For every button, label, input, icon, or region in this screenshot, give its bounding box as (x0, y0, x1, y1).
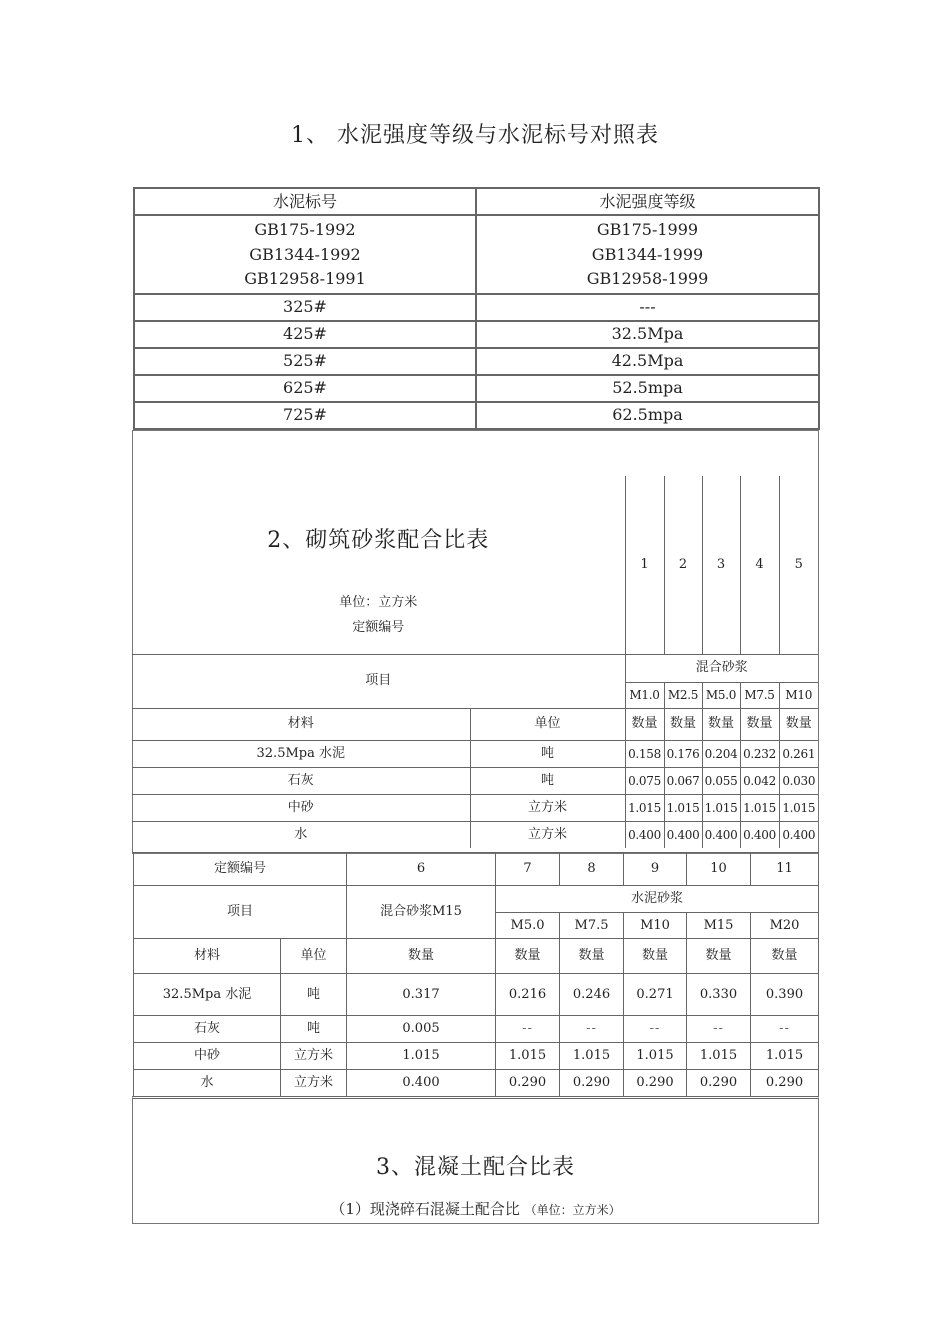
table-cell: 52.5mpa (476, 375, 819, 402)
value-cell: 0.055 (702, 767, 740, 794)
mortar-table-2 (133, 852, 819, 1097)
table-row (134, 1016, 819, 1043)
standards-right: GB175-1999 GB1344-1999 GB12958-1999 (476, 215, 819, 294)
table-row (132, 740, 818, 767)
value-cell: 0.030 (779, 767, 818, 794)
table-cell: 625# (134, 375, 476, 402)
section3-unit: （单位：立方米） (524, 1203, 621, 1217)
col-qty: 数量 (625, 708, 664, 740)
grade: M10 (624, 913, 687, 939)
value-cell: 0.042 (740, 767, 779, 794)
value-cell: 0.067 (664, 767, 702, 794)
unit-cell: 吨 (470, 767, 625, 794)
col-qty: 数量 (740, 708, 779, 740)
value-cell: 0.400 (625, 821, 664, 848)
table-cell: 62.5mpa (476, 402, 819, 429)
value-cell: 1.015 (664, 794, 702, 821)
value-cell: 0.317 (347, 974, 496, 1016)
value-cell: 1.015 (625, 794, 664, 821)
value-cell: 0.290 (496, 1070, 560, 1097)
col-qty: 数量 (751, 939, 819, 974)
quota-number: 11 (751, 853, 819, 886)
value-cell: 1.015 (702, 794, 740, 821)
value-cell: 0.176 (664, 740, 702, 767)
material-cell: 中砂 (132, 794, 470, 821)
value-cell: 0.246 (560, 974, 624, 1016)
section3-subtitle (132, 1198, 819, 1219)
col-unit: 单位 (281, 939, 347, 974)
value-cell: 1.015 (624, 1043, 687, 1070)
grade: M1.0 (625, 682, 664, 708)
value-cell: 0.232 (740, 740, 779, 767)
col-qty: 数量 (624, 939, 687, 974)
grade: M7.5 (560, 913, 624, 939)
col-qty: 数量 (687, 939, 751, 974)
value-cell: 0.261 (779, 740, 818, 767)
value-cell: 0.290 (751, 1070, 819, 1097)
value-cell: 1.015 (560, 1043, 624, 1070)
quota-number: 9 (624, 853, 687, 886)
unit-cell: 立方米 (470, 794, 625, 821)
value-cell: 0.400 (347, 1070, 496, 1097)
value-cell: -- (624, 1016, 687, 1043)
masonry-mortar-table (132, 476, 818, 848)
standards-left: GB175-1992 GB1344-1992 GB12958-1991 (134, 215, 476, 294)
table-row (134, 1043, 819, 1070)
grade: M10 (779, 682, 818, 708)
value-cell: -- (687, 1016, 751, 1043)
value-cell: 0.390 (751, 974, 819, 1016)
value-cell: 0.400 (664, 821, 702, 848)
material-cell: 32.5Mpa 水泥 (132, 740, 470, 767)
section2-title: 2、砌筑砂浆配合比表 (267, 528, 490, 553)
col-qty: 数量 (664, 708, 702, 740)
table-row (134, 974, 819, 1016)
unit-cell: 吨 (281, 1016, 347, 1043)
value-cell: 0.005 (347, 1016, 496, 1043)
unit-cell: 吨 (281, 974, 347, 1016)
value-cell: 0.216 (496, 974, 560, 1016)
table-row (134, 1070, 819, 1097)
grade: M5.0 (702, 682, 740, 708)
table-row (132, 821, 818, 848)
quota-number: 2 (664, 476, 702, 654)
col-qty: 数量 (702, 708, 740, 740)
value-cell: 0.158 (625, 740, 664, 767)
value-cell: 0.075 (625, 767, 664, 794)
cement-mortar-label: 水泥砂浆 (496, 886, 819, 913)
value-cell: 0.290 (624, 1070, 687, 1097)
table-cell: 525# (134, 348, 476, 375)
col-unit: 单位 (470, 708, 625, 740)
col-qty: 数量 (347, 939, 496, 974)
value-cell: -- (496, 1016, 560, 1043)
value-cell: 1.015 (496, 1043, 560, 1070)
quota-number: 5 (779, 476, 818, 654)
table-cell: --- (476, 294, 819, 321)
unit-cell: 立方米 (281, 1043, 347, 1070)
col-qty: 数量 (779, 708, 818, 740)
table-row (132, 794, 818, 821)
value-cell: 0.400 (740, 821, 779, 848)
table-cell: 32.5Mpa (476, 321, 819, 348)
col-qty: 数量 (560, 939, 624, 974)
material-cell: 水 (134, 1070, 281, 1097)
unit-cell: 吨 (470, 740, 625, 767)
material-cell: 中砂 (134, 1043, 281, 1070)
material-cell: 石灰 (132, 767, 470, 794)
grade: M2.5 (664, 682, 702, 708)
value-cell: 0.330 (687, 974, 751, 1016)
mixed-mortar-label: 混合砂浆 (625, 654, 818, 682)
grade: M20 (751, 913, 819, 939)
header-cement-strength: 水泥强度等级 (476, 188, 819, 215)
value-cell: 1.015 (740, 794, 779, 821)
cement-grade-table (133, 187, 820, 430)
unit-cell: 立方米 (470, 821, 625, 848)
section3-title: 3、混凝土配合比表 (376, 1155, 575, 1180)
table-row (132, 767, 818, 794)
value-cell: 1.015 (751, 1043, 819, 1070)
material-cell: 32.5Mpa 水泥 (134, 974, 281, 1016)
value-cell: 1.015 (779, 794, 818, 821)
material-cell: 水 (132, 821, 470, 848)
value-cell: 0.290 (687, 1070, 751, 1097)
value-cell: 0.400 (702, 821, 740, 848)
col-material: 材料 (132, 708, 470, 740)
grade: M5.0 (496, 913, 560, 939)
material-cell: 石灰 (134, 1016, 281, 1043)
unit-cell: 立方米 (281, 1070, 347, 1097)
section2-quota-label: 定额编号 (352, 620, 405, 635)
section2-title-cell (132, 476, 625, 654)
table-cell: 325# (134, 294, 476, 321)
quota-label: 定额编号 (134, 853, 347, 886)
value-cell: 1.015 (347, 1043, 496, 1070)
value-cell: 0.400 (779, 821, 818, 848)
value-cell: -- (560, 1016, 624, 1043)
quota-number: 1 (625, 476, 664, 654)
quota-number: 7 (496, 853, 560, 886)
value-cell: 1.015 (687, 1043, 751, 1070)
section2-unit: 单位：立方米 (339, 595, 418, 610)
value-cell: -- (751, 1016, 819, 1043)
value-cell: 0.290 (560, 1070, 624, 1097)
table-cell: 425# (134, 321, 476, 348)
quota-number: 4 (740, 476, 779, 654)
table-cell: 725# (134, 402, 476, 429)
section1-title: 1、 水泥强度等级与水泥标号对照表 (291, 123, 659, 148)
section3-subtitle-text: （1）现浇碎石混凝土配合比 (330, 1200, 520, 1218)
grade: M7.5 (740, 682, 779, 708)
grade: M15 (687, 913, 751, 939)
col-qty: 数量 (496, 939, 560, 974)
quota-number: 8 (560, 853, 624, 886)
value-cell: 0.271 (624, 974, 687, 1016)
col-material: 材料 (134, 939, 281, 974)
mixed-mortar-m15: 混合砂浆M15 (347, 886, 496, 939)
table-cell: 42.5Mpa (476, 348, 819, 375)
quota-number: 6 (347, 853, 496, 886)
item-label: 项目 (134, 886, 347, 939)
header-cement-label: 水泥标号 (134, 188, 476, 215)
quota-number: 3 (702, 476, 740, 654)
quota-number: 10 (687, 853, 751, 886)
item-label: 项目 (132, 654, 625, 708)
value-cell: 0.204 (702, 740, 740, 767)
